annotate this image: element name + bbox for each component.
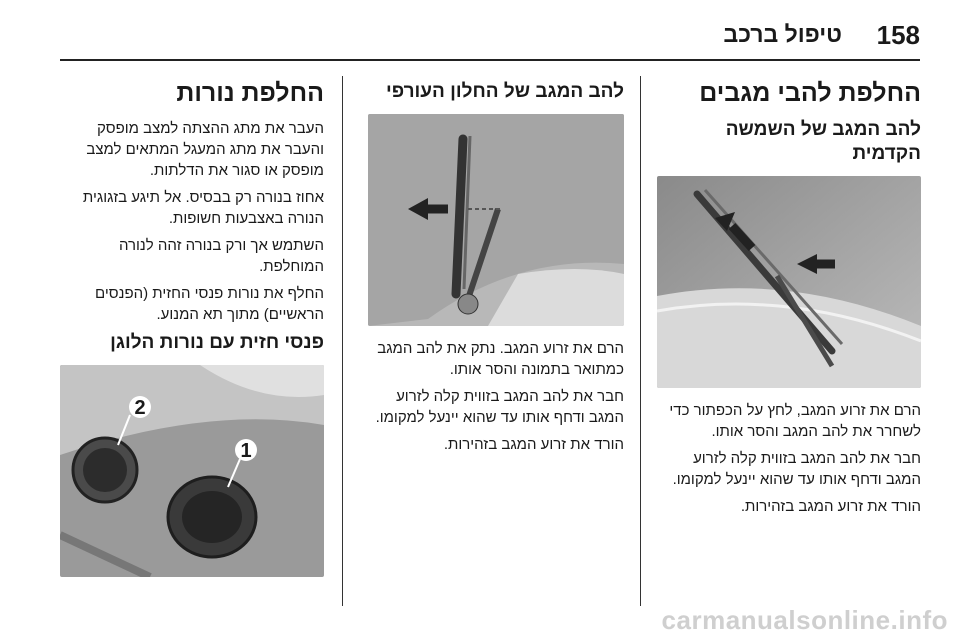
- paragraph-headlight-bulbs: החלף את נורות פנסי החזית (הפנסים הראשיים) מתוך תא המנוע.: [95, 285, 324, 323]
- paragraph-step-2: חבר את להב המגב בזווית קלה לזרוע המגב ודחף אותו עד שהוא יינעל למקומו.: [375, 388, 624, 426]
- column-wiper-blade-replacement: [657, 70, 921, 523]
- section-title-wiper-blades: החלפת להבי מגבים: [699, 79, 921, 107]
- subsection-title-rear-wiper: להב המגב של החלון העורפי: [386, 81, 624, 102]
- subsection-title-halogen-headlights: פנסי חזית עם נורות הלוגן: [110, 332, 324, 353]
- paragraph-identical-bulb: השתמש אך ורק בנורה זהה לנורה המוחלפת.: [118, 237, 324, 275]
- page-header: [0, 14, 960, 58]
- column-rear-wiper: [368, 70, 624, 461]
- header-rule: [60, 59, 920, 61]
- paragraph-step-2: חבר את להב המגב בזווית קלה לזרוע המגב ודחף אותו עד שהוא יינעל למקומו.: [672, 450, 921, 488]
- paragraph-step-3: הורד את זרוע המגב בזהירות.: [443, 436, 624, 453]
- paragraph-ignition-off: העבר את מתג ההצתה למצב מופסק והעבר את מתג המעגל המתאים למצב מופסק או סגור את הדלתות.: [86, 120, 324, 179]
- page-number: 158: [876, 20, 920, 50]
- rear-wiper-illustration: [368, 114, 624, 326]
- paragraph-step-1: הרם את זרוע המגב, לחץ על הכפתור כדי לשחרר את להב המגב והסר אותו.: [669, 402, 921, 440]
- column-divider-left: [342, 76, 343, 606]
- paragraph-step-3: הורד את זרוע המגב בזהירות.: [740, 498, 921, 515]
- running-title: טיפול ברכב: [723, 21, 842, 47]
- watermark: carmanualsonline.info: [661, 605, 948, 635]
- paragraph-step-1: הרם את זרוע המגב. נתק את להב המגב כמתואר בתמונה והסר אותו.: [377, 340, 624, 378]
- callout-1: 1: [240, 440, 252, 462]
- paragraph-hold-bulb-base: אחוז בנורה רק בבסיס. אל תיגע בזגוגית הנורה באצבעות חשופות.: [82, 189, 324, 227]
- subsection-title-windshield-wiper: להב המגב של השמשה הקדמית: [725, 119, 921, 164]
- column-divider-right: [640, 76, 641, 606]
- headlight-bulbs-illustration: [60, 365, 324, 577]
- section-title-bulb-replacement: החלפת נורות: [176, 79, 324, 107]
- callout-2: 2: [134, 397, 146, 419]
- column-bulb-replacement: [60, 70, 324, 589]
- windshield-wiper-illustration: [657, 176, 921, 388]
